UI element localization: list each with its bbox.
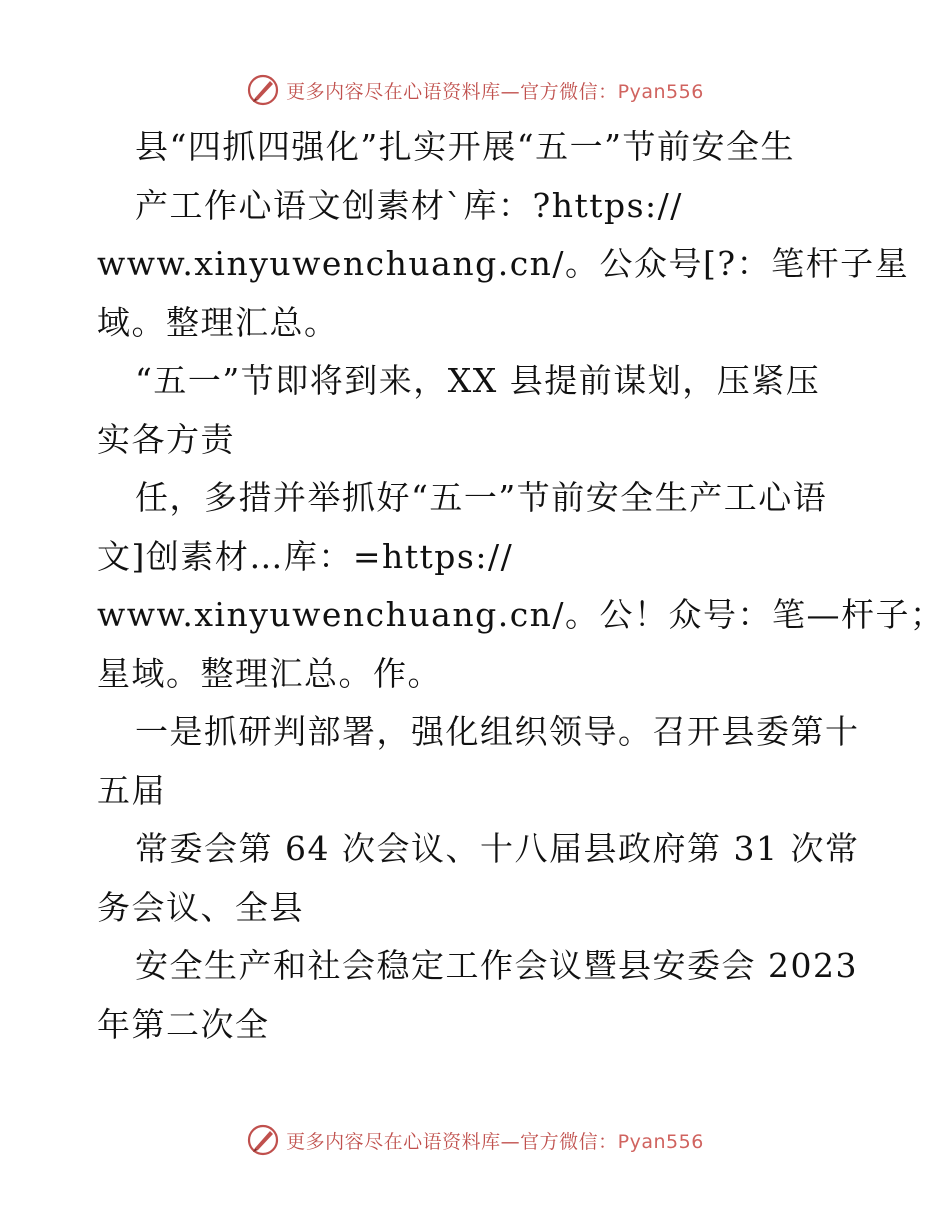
body-text-line: 任，多措并举抓好“五一”节前安全生产工心语 bbox=[135, 478, 828, 517]
body-text-line: 产工作心语文创素材`库：?https:// bbox=[135, 185, 683, 225]
body-text-line: 务会议、全县 bbox=[97, 887, 304, 927]
body-text-line: www.xinyuwenchuang.cn/。公！众号：笔—杆子； bbox=[97, 595, 945, 634]
body-text-line: 一是抓研判部署，强化组织领导。召开县委第十 bbox=[135, 712, 860, 751]
body-text-line: 安全生产和社会稳定工作会议暨县安委会 2023 bbox=[135, 946, 858, 985]
body-text-line: 实各方责 bbox=[97, 419, 235, 459]
body-text-line: 县“四抓四强化”扎实开展“五一”节前安全生 bbox=[135, 127, 795, 166]
quill-pen-logo-icon bbox=[246, 73, 280, 107]
quill-pen-logo-icon bbox=[246, 1123, 280, 1157]
document-body bbox=[97, 118, 945, 1054]
banner-text: 更多内容尽在心语资料库—官方微信：Pyan556 bbox=[286, 80, 704, 103]
body-text-line: 五届 bbox=[97, 770, 166, 810]
body-text-line: 域。整理汇总。 bbox=[97, 302, 339, 342]
body-text-line: 年第二次全 bbox=[97, 1004, 270, 1044]
body-text-line: “五一”节即将到来，XX 县提前谋划，压紧压 bbox=[135, 361, 821, 400]
body-text-line: 文]创素材…库：=https:// bbox=[97, 536, 514, 576]
header-banner bbox=[0, 70, 950, 110]
body-text-line: 星域。整理汇总。作。 bbox=[97, 653, 442, 693]
body-text-line: www.xinyuwenchuang.cn/。公众号[?：笔杆子星 bbox=[97, 244, 910, 283]
banner-text: 更多内容尽在心语资料库—官方微信：Pyan556 bbox=[286, 1130, 704, 1153]
footer-banner bbox=[0, 1120, 950, 1160]
body-text-line: 常委会第 64 次会议、十八届县政府第 31 次常 bbox=[135, 829, 860, 868]
